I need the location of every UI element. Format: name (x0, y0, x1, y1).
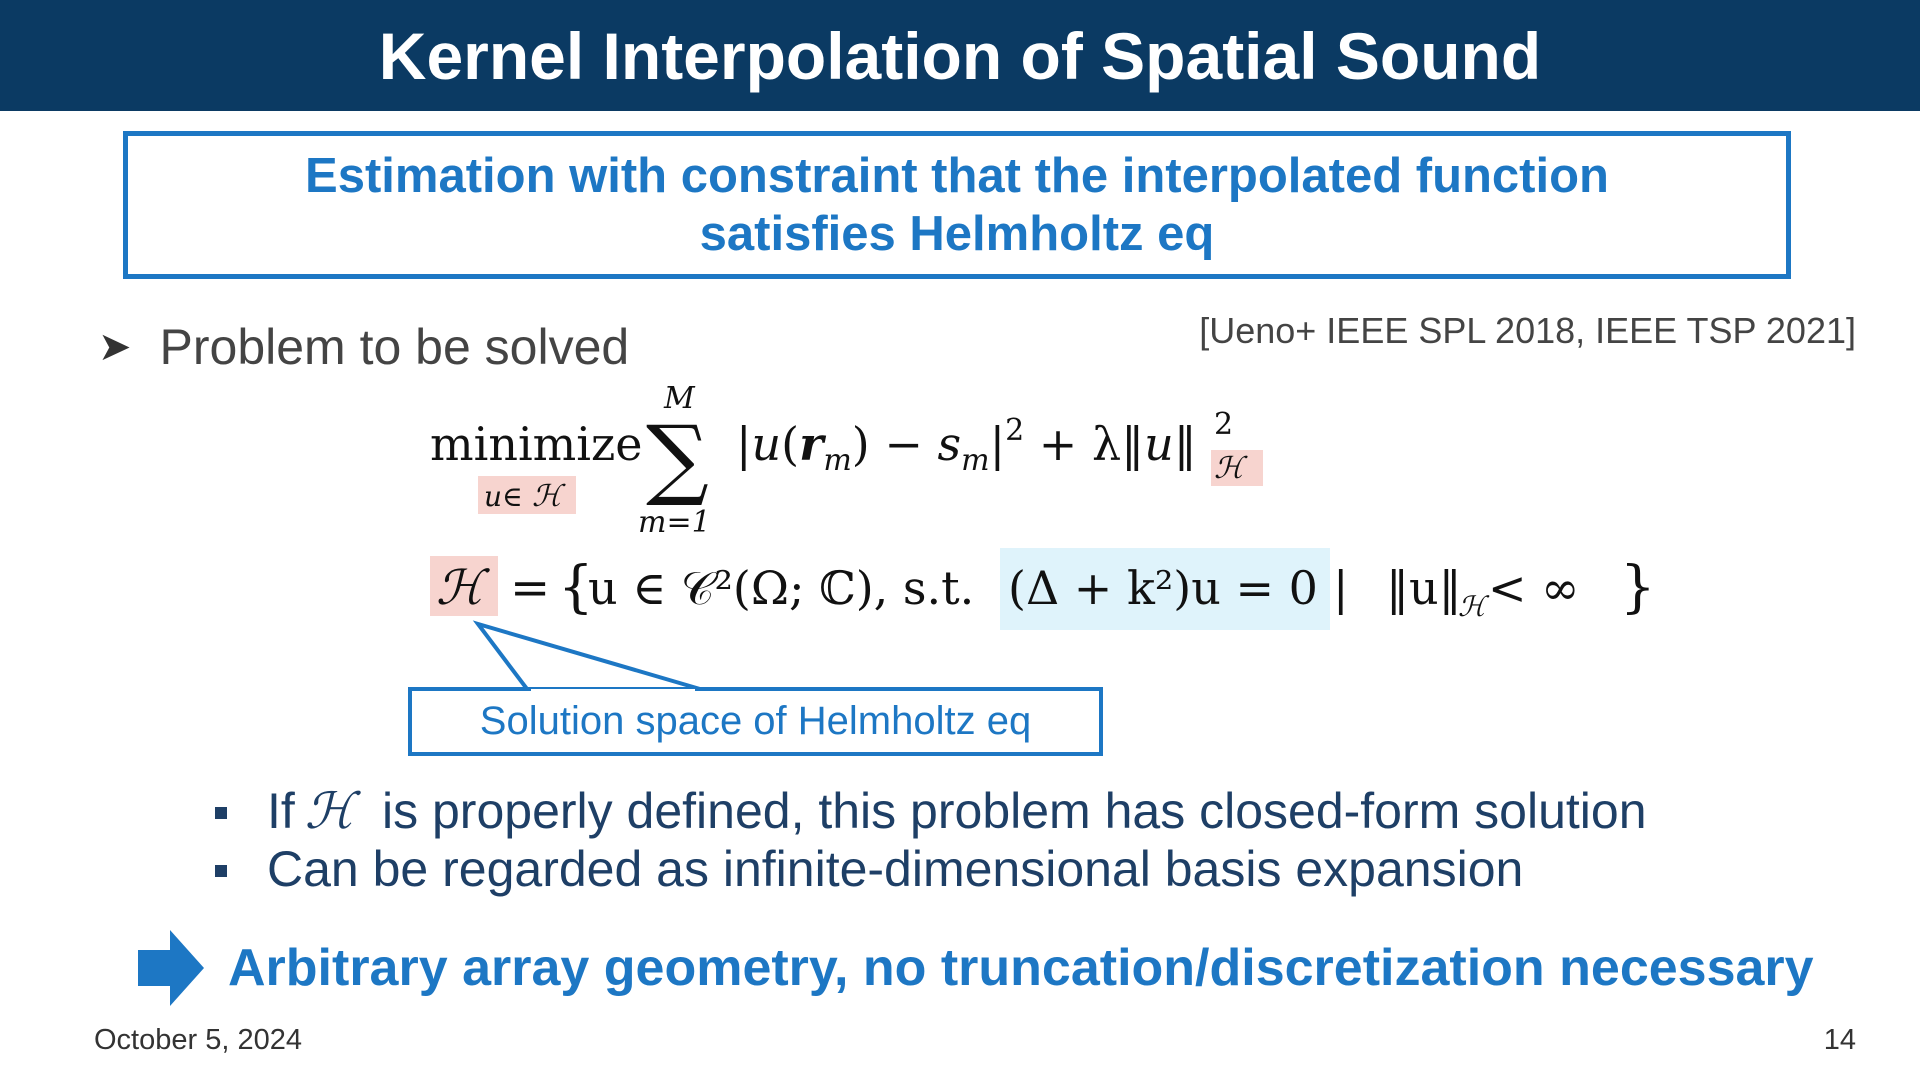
footer-date: October 5, 2024 (94, 1024, 302, 1056)
norm-subscript: ℋ (1214, 451, 1244, 486)
minimize-subscript: u∈ (484, 480, 523, 513)
sub-bullet-item (215, 782, 1647, 840)
set-close-brace: } (1620, 555, 1656, 620)
pointer-tail (478, 624, 700, 689)
square-bullet-icon (215, 807, 227, 819)
arrow-bullet-icon: ➤ (98, 325, 132, 369)
helmholtz-constraint: (Δ + k²)u = 0 (1008, 561, 1318, 615)
sub-bullet-space-symbol: ℋ (304, 782, 355, 840)
page-number: 14 (1823, 1024, 1856, 1056)
callout-box (123, 131, 1791, 279)
set-body: u ∈ 𝒞²(Ω; ℂ), s.t. (588, 561, 975, 615)
square-bullet-icon (215, 865, 227, 877)
sum-upper-limit: M (664, 381, 695, 416)
solution-space-text: Solution space of Helmholtz eq (479, 699, 1032, 743)
norm-exponent: 2 (1214, 407, 1234, 442)
solution-space-label (408, 687, 1103, 756)
right-arrow-icon (138, 930, 204, 1006)
sum-symbol: ∑ (646, 406, 709, 509)
data-fidelity-term: $|u(r_m) - s_m|^2$ + λ‖u‖ (736, 413, 1197, 478)
finite-norm-condition: < ∞ (1488, 561, 1580, 615)
minimize-operator: minimize (430, 417, 643, 471)
main-bullet (98, 318, 629, 376)
sum-lower-limit: m=1 (638, 505, 711, 540)
sub-bullet-item (215, 840, 1647, 898)
conclusion-text: Arbitrary array geometry, no truncation/discretization necessary (228, 939, 1814, 997)
citation: [Ueno+ IEEE SPL 2018, IEEE TSP 2021] (1199, 310, 1856, 351)
equals-sign: = (510, 560, 551, 616)
pointer-seam-cover (531, 689, 695, 695)
set-open-brace: { (558, 555, 594, 620)
hilbert-space-definition (428, 548, 1658, 630)
callout-line-1: Estimation with constraint that the interpolated function (305, 149, 1609, 203)
norm-expression: ‖u‖ (1386, 561, 1462, 615)
sub-bullet-list (215, 782, 1647, 898)
callout-line-2: satisfies Helmholtz eq (699, 207, 1215, 261)
objective-equation (428, 380, 1288, 540)
sub-bullet-prefix: If (267, 783, 295, 839)
slide-header (0, 0, 1920, 111)
norm-expression-subscript: ℋ (1458, 590, 1486, 623)
slide-title: Kernel Interpolation of Spatial Sound (378, 18, 1542, 93)
minimize-subscript-space: ℋ (532, 479, 562, 514)
space-symbol: ℋ (436, 560, 484, 616)
set-separator: | (1333, 561, 1349, 615)
sub-bullet-text: Can be regarded as infinite-dimensional basis expansion (267, 841, 1524, 897)
conclusion (138, 930, 1814, 1006)
sub-bullet-text: is properly defined, this problem has closed-form solution (354, 783, 1647, 839)
main-bullet-text: Problem to be solved (159, 319, 630, 375)
